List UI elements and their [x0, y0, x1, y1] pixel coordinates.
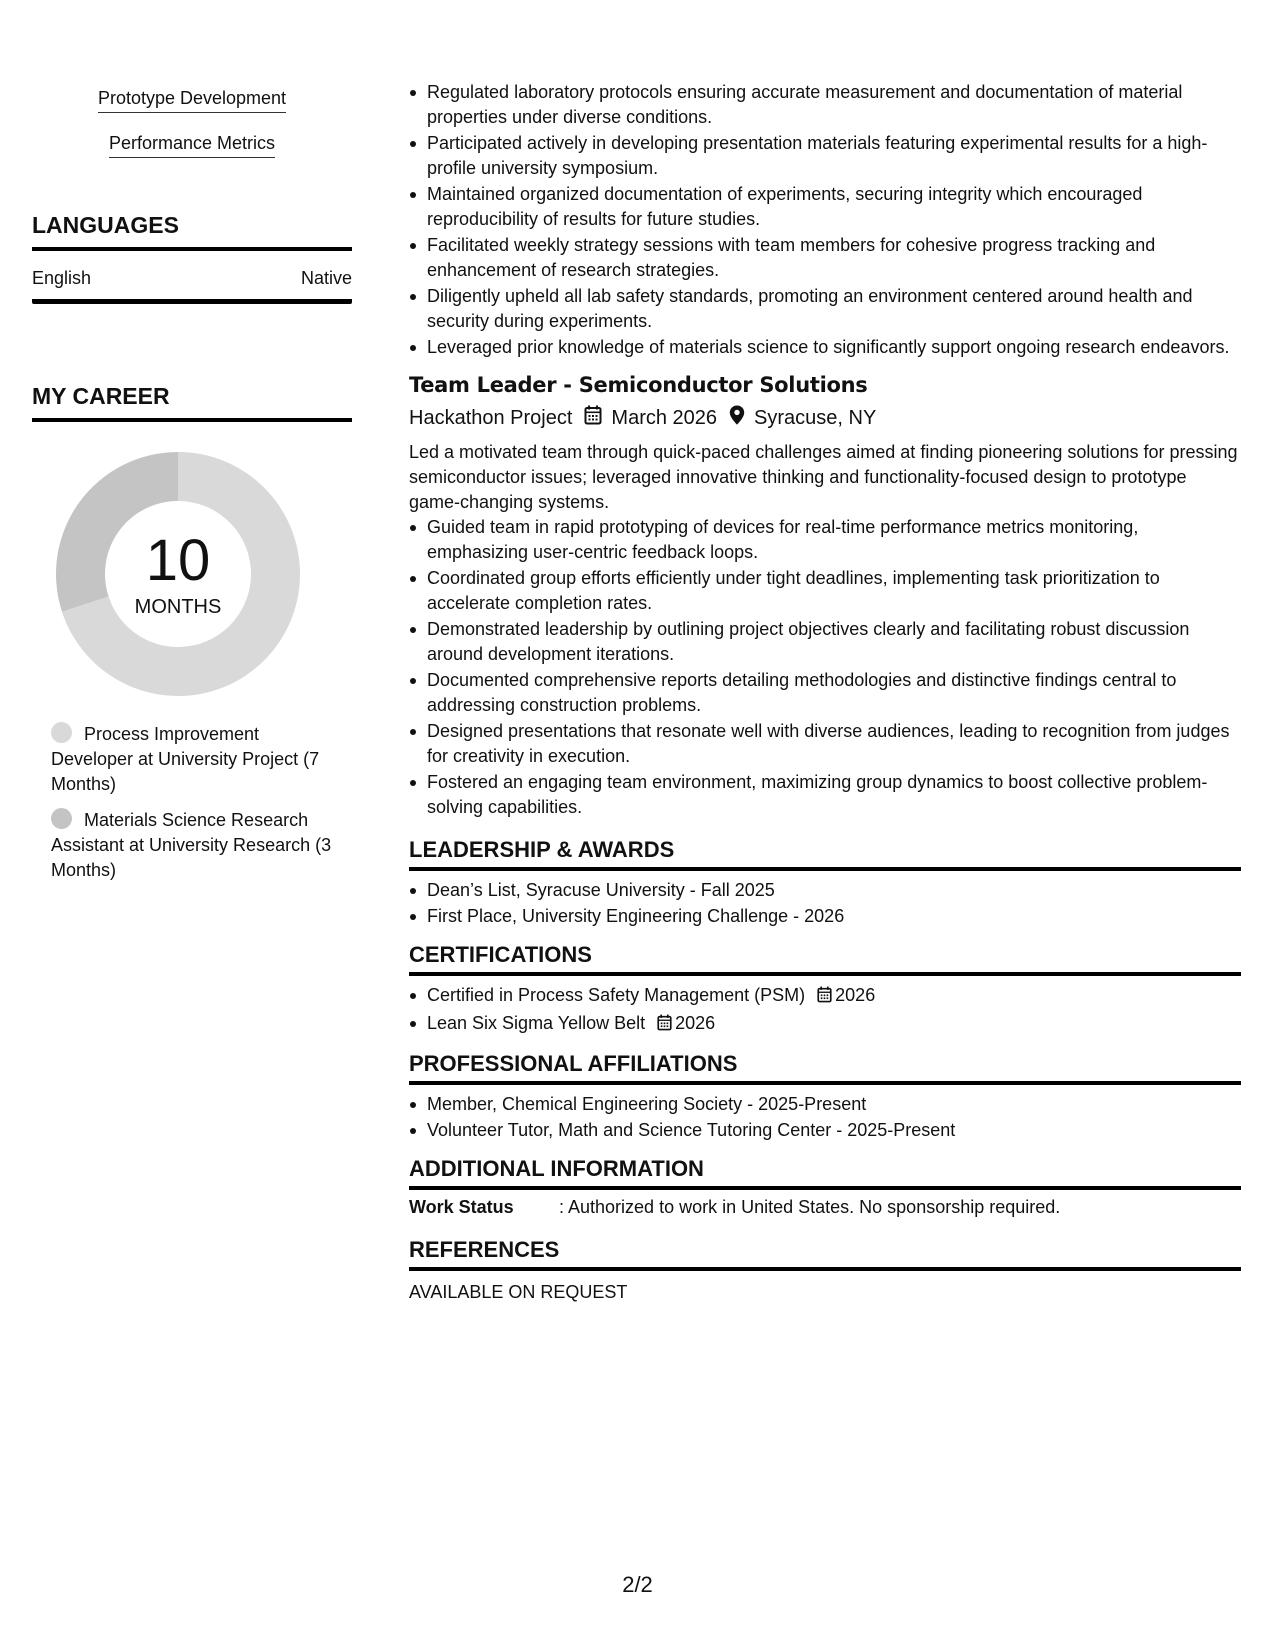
job-meta: [409, 405, 1241, 431]
list-item: Guided team in rapid prototyping of devices for real-time performance metrics monitoring, emphasizing user-centric feedback loops.: [409, 515, 1241, 565]
career-heading: MY CAREER: [32, 383, 352, 422]
job-company: Hackathon Project: [409, 406, 573, 429]
list-item: [409, 1011, 1241, 1038]
calendar-icon: [657, 1013, 672, 1038]
list-item: Maintained organized documentation of experiments, securing integrity which encouraged reproducibility of results for future studies.: [409, 182, 1241, 232]
certifications-heading: CERTIFICATIONS: [409, 942, 1241, 976]
work-status-label: Work Status: [409, 1197, 514, 1217]
career-total-unit: MONTHS: [134, 596, 222, 618]
career-legend-dot: [51, 722, 72, 743]
list-item: Documented comprehensive reports detailing methodologies and distinctive findings central to addressing construction problems.: [409, 668, 1241, 718]
affiliations-heading: PROFESSIONAL AFFILIATIONS: [409, 1051, 1241, 1085]
job-bullets: [409, 515, 1241, 820]
list-item: First Place, University Engineering Challenge - 2026: [409, 904, 1241, 929]
language-name: English: [32, 268, 92, 288]
list-item: Fostered an engaging team environment, maximizing group dynamics to boost collective problem-solving capabilities.: [409, 770, 1241, 820]
list-item: Volunteer Tutor, Math and Science Tutoring Center - 2025-Present: [409, 1118, 1241, 1143]
cert-year: 2026: [835, 985, 876, 1005]
job-description: Led a motivated team through quick-paced challenges aimed at finding pioneering solutions for pressing semiconductor issues; leveraged innovative thinking and functionality-focused design to prototype game-changing systems.: [409, 442, 1238, 512]
work-status-row: [409, 1197, 1241, 1218]
list-item: Demonstrated leadership by outlining project objectives clearly and facilitating robust discussion around development iterations.: [409, 617, 1241, 667]
page-number: 2/2: [622, 1572, 653, 1597]
skill-tag: Performance Metrics: [32, 133, 352, 158]
list-item: Facilitated weekly strategy sessions with team members for cohesive progress tracking and enhancement of research strategies.: [409, 233, 1241, 283]
references-heading: REFERENCES: [409, 1237, 1241, 1271]
main-content: [409, 80, 1241, 1303]
previous-job-bullets: [409, 80, 1241, 360]
location-pin-icon: [729, 405, 745, 431]
list-item: Diligently upheld all lab safety standards, promoting an environment centered around health and security during experiments.: [409, 284, 1241, 334]
references-text: AVAILABLE ON REQUEST: [409, 1282, 628, 1302]
work-status-value: : Authorized to work in United States. No sponsorship required.: [559, 1197, 1061, 1217]
list-item: [409, 983, 1241, 1010]
job-date: March 2026: [611, 406, 718, 429]
cert-year: 2026: [675, 1013, 716, 1033]
language-row: [32, 268, 352, 304]
cert-name: Lean Six Sigma Yellow Belt: [427, 1013, 646, 1033]
calendar-icon: [817, 985, 832, 1010]
cert-name: Certified in Process Safety Management (PSM): [427, 985, 806, 1005]
list-item: Coordinated group efforts efficiently under tight deadlines, implementing task prioritization to accelerate completion rates.: [409, 566, 1241, 616]
languages-heading: LANGUAGES: [32, 212, 352, 251]
list-item: Regulated laboratory protocols ensuring accurate measurement and documentation of material properties under diverse conditions.: [409, 80, 1241, 130]
career-item: Process Improvement Developer at University Project (7 Months): [51, 724, 320, 794]
awards-heading: LEADERSHIP & AWARDS: [409, 837, 1241, 871]
list-item: Dean’s List, Syracuse University - Fall 2025: [409, 878, 1241, 903]
additional-info-heading: ADDITIONAL INFORMATION: [409, 1156, 1241, 1190]
list-item: Participated actively in developing presentation materials featuring experimental results for a high-profile university symposium.: [409, 131, 1241, 181]
certifications-list: [409, 983, 1241, 1038]
list-item: Leveraged prior knowledge of materials science to significantly support ongoing research endeavors.: [409, 335, 1241, 360]
affiliations-list: [409, 1092, 1241, 1143]
job-location: Syracuse, NY: [754, 406, 877, 429]
list-item: Designed presentations that resonate well with diverse audiences, leading to recognition from judges for creativity in execution.: [409, 719, 1241, 769]
language-level: Native: [300, 268, 352, 288]
job-title: Team Leader - Semiconductor Solutions: [409, 373, 868, 397]
awards-list: [409, 878, 1241, 929]
list-item: Member, Chemical Engineering Society - 2025-Present: [409, 1092, 1241, 1117]
career-legend-dot: [51, 808, 72, 829]
calendar-icon: [584, 405, 602, 431]
skill-tag: Prototype Development: [32, 88, 352, 113]
career-total-value: 10: [145, 528, 211, 593]
career-item: Materials Science Research Assistant at University Research (3 Months): [51, 810, 332, 880]
